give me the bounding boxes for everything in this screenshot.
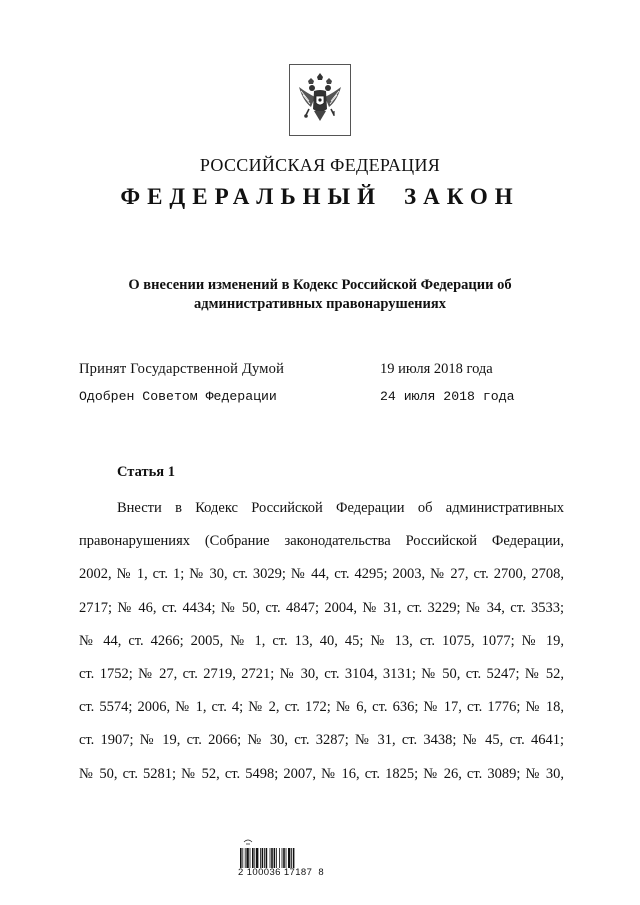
country-name: РОССИЙСКАЯ ФЕДЕРАЦИЯ — [199, 155, 441, 175]
barcode-bar — [262, 848, 264, 868]
barcode-bar — [264, 848, 265, 868]
barcode-bar — [270, 848, 271, 868]
barcode-bar — [266, 848, 268, 868]
barcode-bar — [276, 848, 277, 868]
barcode-bar — [279, 848, 280, 868]
article-text-line: № 44, ст. 4266; 2005, № 1, ст. 13, 40, 45; № 13, ст. 1075, 1077; № 19, — [79, 632, 564, 649]
barcode-bar — [293, 848, 295, 868]
document-type-heading — [0, 184, 640, 210]
council-approval-date: 24 июля 2018 года — [380, 389, 515, 404]
article-heading: Статья 1 — [117, 464, 175, 480]
article-text-line: Внести в Кодекс Российской Федерации об административных — [117, 500, 564, 516]
barcode-number: 2 100036 17187 8 — [238, 867, 325, 878]
barcode-bar — [250, 848, 251, 868]
article-text-line: правонарушениях (Собрание законодательства Российской Федерации, — [79, 533, 564, 550]
law-title — [100, 276, 540, 314]
barcode-bar — [245, 848, 246, 868]
barcode-bar — [256, 848, 258, 868]
document-type-word-2: ЗАКОН — [404, 184, 520, 209]
barcode-bars — [236, 838, 326, 870]
barcode-bar — [242, 848, 243, 868]
law-title-line-1: О внесении изменений в Кодекс Российской Федерации об — [128, 277, 512, 293]
barcode-icon — [236, 838, 326, 886]
barcode-bar — [288, 848, 290, 868]
duma-adoption-date: 19 июля 2018 года — [380, 361, 493, 377]
barcode-bar — [291, 848, 292, 868]
article-text-line: 2717; № 46, ст. 4434; № 50, ст. 4847; 2004, № 31, ст. 3229; № 34, ст. 3533; — [79, 599, 564, 616]
barcode-bar — [274, 848, 276, 868]
barcode-bar — [283, 848, 285, 868]
barcode-bar — [282, 848, 283, 868]
double-headed-eagle-icon — [295, 71, 345, 129]
barcode-bar — [246, 848, 248, 868]
article-text-line: 2002, № 1, ст. 1; № 30, ст. 3029; № 44, ст. 4295; 2003, № 27, ст. 2700, 2708, — [79, 566, 564, 583]
barcode-bar — [240, 848, 242, 868]
article-text-line: ст. 1907; № 19, ст. 2066; № 30, ст. 3287; № 31, ст. 3438; № 45, ст. 4641; — [79, 732, 564, 749]
barcode-bar — [286, 848, 287, 868]
barcode-bar — [252, 848, 254, 868]
article-text-line: ст. 1752; № 27, ст. 2719, 2721; № 30, ст. 3104, 3131; № 50, ст. 5247; № 52, — [79, 666, 564, 682]
law-title-line-2: административных правонарушениях — [194, 296, 446, 312]
duma-adoption-label: Принят Государственной Думой — [79, 361, 285, 377]
article-text-line: № 50, ст. 5281; № 52, ст. 5498; 2007, № 16, ст. 1825; № 26, ст. 3089; № 30, — [79, 765, 564, 782]
council-approval-label: Одобрен Советом Федерации — [79, 389, 277, 404]
article-text-line: ст. 5574; 2006, № 1, ст. 4; № 2, ст. 172; № 6, ст. 636; № 17, ст. 1776; № 18, — [79, 699, 564, 716]
document-type-word-1: ФЕДЕРАЛЬНЫЙ — [120, 184, 383, 209]
barcode-bar — [271, 848, 273, 868]
barcode-bar — [254, 848, 255, 868]
barcode-bar — [260, 848, 261, 868]
coat-of-arms-icon — [289, 64, 351, 136]
